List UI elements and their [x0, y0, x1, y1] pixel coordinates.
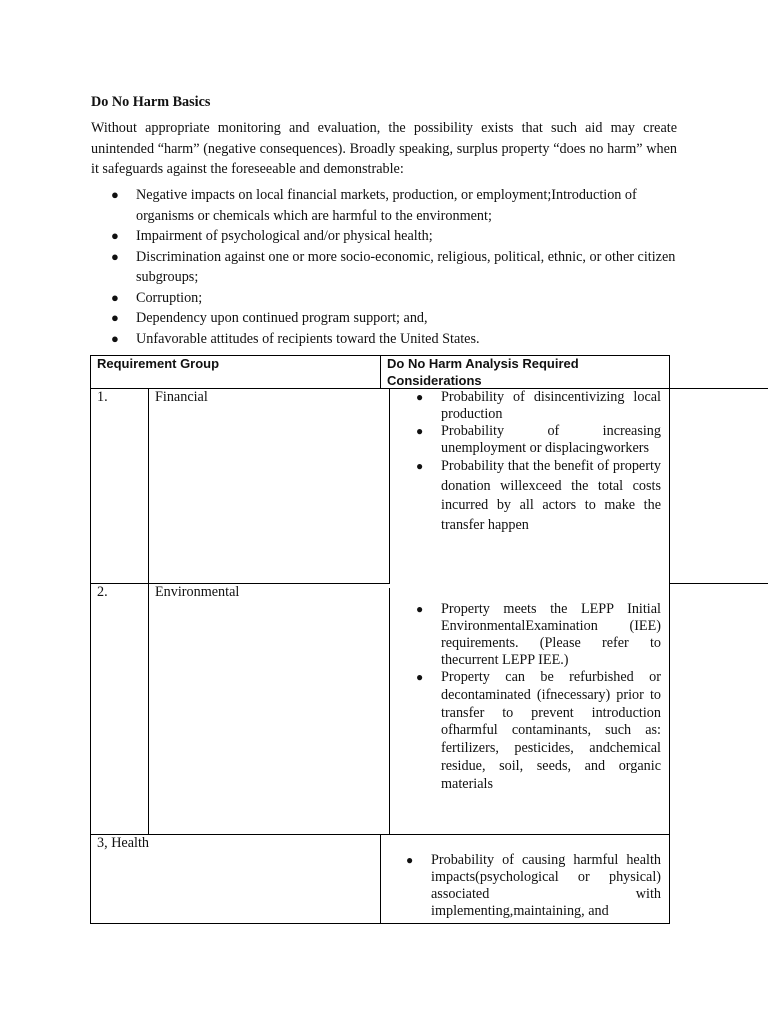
bullet-icon: ●	[111, 228, 119, 243]
list-item: ● Property can be refurbished or decontaminated (ifnecessary) prior to transfer to prevent introduction ofharmful contaminants, such as: fertilizers, pesticides, andchemical residue, soil, seeds, and organic materials	[416, 669, 661, 792]
list-item: ● Probability of increasing unemployment or displacingworkers	[416, 423, 661, 456]
list-item: ● Property meets the LEPP Initial EnvironmentalExamination (IEE) requirements. (Please refer to thecurrent LEPP IEE.)	[416, 601, 661, 668]
intro-paragraph: Without appropriate monitoring and evaluation, the possibility exists that such aid may create unintended “harm” (negative consequences). Broadly speaking, surplus property “does no harm” when it safeguards against the foreseeable and demonstrable:	[91, 120, 677, 177]
bullet-icon: ●	[416, 670, 424, 684]
section-heading: Do No Harm Basics	[91, 94, 211, 110]
bullet-icon: ●	[416, 424, 424, 438]
considerations-list	[414, 389, 661, 535]
bullet-icon: ●	[111, 310, 119, 325]
bullet-icon: ●	[406, 853, 414, 867]
table-header-considerations: Do No Harm Analysis Required Considerations	[387, 356, 579, 388]
considerations-list	[404, 852, 661, 920]
list-item: ● Probability of disincentivizing local production	[416, 389, 661, 422]
requirement-group-label: Financial	[155, 389, 208, 405]
list-item: ● Probability of causing harmful health impacts(psychological or physical) associated with implementing,maintaining, and	[406, 852, 661, 919]
harm-bullet-list	[91, 185, 677, 349]
list-item: ● Probability that the benefit of property donation willexceed the total costs incurred by all actors to make the transfer happen	[416, 458, 661, 533]
list-item: ● Corruption;	[91, 288, 677, 309]
list-item: ● Negative impacts on local financial markets, production, or employment;Introduction of organisms or chemicals which are harmful to the environment;	[111, 187, 637, 224]
bullet-icon: ●	[111, 289, 119, 305]
bullet-icon: ●	[111, 330, 119, 346]
list-item: ● Impairment of psychological and/or physical health;	[91, 226, 677, 247]
considerations-list	[414, 601, 661, 794]
list-item: ● Unfavorable attitudes of recipients toward the United States.	[91, 329, 677, 350]
row-number: 3, Health	[97, 835, 150, 851]
bullet-icon: ●	[416, 390, 424, 404]
row-number: 2.	[97, 584, 108, 600]
requirement-group-label: Environmental	[155, 584, 240, 600]
list-item: ● Dependency upon continued program support; and,	[91, 308, 677, 329]
bullet-icon: ●	[111, 187, 119, 202]
row-number: 1.	[97, 389, 108, 405]
bullet-icon: ●	[416, 459, 424, 473]
list-item: ● Discrimination against one or more socio-economic, religious, political, ethnic, or other citizen subgroups;	[111, 248, 676, 285]
table-header-requirement-group: Requirement Group	[97, 356, 220, 371]
bullet-icon: ●	[416, 602, 424, 616]
bullet-icon: ●	[111, 248, 119, 264]
